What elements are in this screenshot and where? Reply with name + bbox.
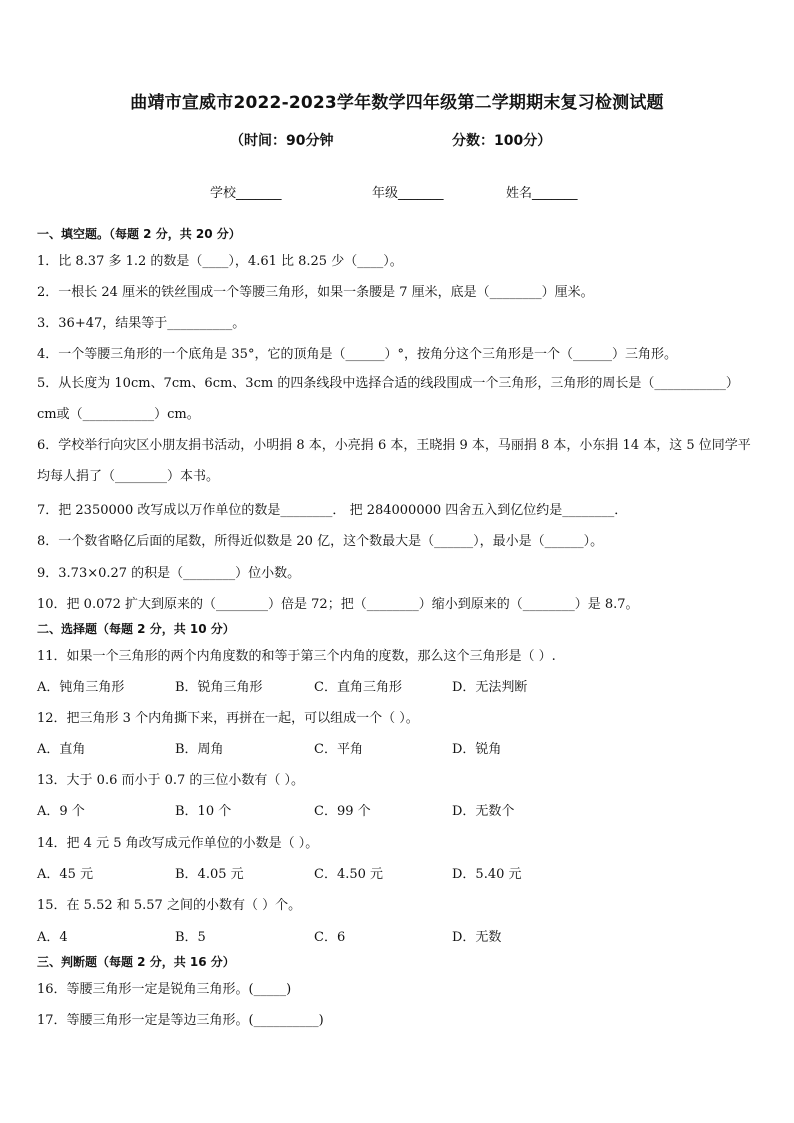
question-11-option-d: D．无法判断 [452, 680, 528, 695]
question-13-option-a: A．9 个 [37, 804, 85, 819]
exam-score: 分数：100分） [452, 133, 552, 149]
page-title: 曲靖市宣威市2022-2023学年数学四年级第二学期期末复习检测试题 [130, 93, 664, 113]
question-4: 4．一个等腰三角形的一个底角是 35°，它的顶角是（______）°，按角分这个三角形是一个（______）三角形。 [37, 347, 677, 362]
question-11-option-b: B．锐角三角形 [175, 680, 263, 695]
school-field: 学校_______ [210, 186, 282, 201]
question-12-option-a: A．直角 [37, 742, 86, 757]
question-13-option-c: C．99 个 [314, 804, 371, 819]
question-6: 6．学校举行向灾区小朋友捐书活动，小明捐 8 本，小亮捐 6 本，王晓捐 9 本，马丽捐 8 本，小东捐 14 本，这 5 位同学平均每人捐了（________）本书。 [37, 438, 751, 484]
question-12-option-d: D．锐角 [452, 742, 502, 757]
question-12-option-c: C．平角 [314, 742, 363, 757]
question-13-option-d: D．无数个 [452, 804, 515, 819]
question-11-option-a: A．钝角三角形 [37, 680, 125, 695]
section-choice-heading: 二、选择题（每题 2 分，共 10 分） [37, 622, 235, 636]
question-15-option-c: C．6 [314, 930, 346, 945]
question-8: 8．一个数省略亿后面的尾数，所得近似数是 20 亿，这个数最大是（______），最小是（______）。 [37, 534, 604, 549]
question-12-option-b: B．周角 [175, 742, 224, 757]
question-14-option-d: D．5.40 元 [452, 867, 522, 882]
question-14-option-c: C．4.50 元 [314, 867, 384, 882]
question-15-option-b: B．5 [175, 930, 206, 945]
question-11: 11．如果一个三角形的两个内角度数的和等于第三个内角的度数，那么这个三角形是（ ）. [37, 649, 556, 664]
question-5: 5．从长度为 10cm、7cm、6cm、3cm 的四条线段中选择合适的线段围成一个三角形，三角形的周长是（___________）cm或（___________）cm。 [37, 376, 739, 422]
question-14: 14．把 4 元 5 角改写成元作单位的小数是（ ）。 [37, 836, 319, 851]
question-14-option-a: A．45 元 [37, 867, 94, 882]
exam-time: （时间：90分钟 [230, 133, 334, 149]
question-11-option-c: C．直角三角形 [314, 680, 402, 695]
question-1: 1．比 8.37 多 1.2 的数是（____），4.61 比 8.25 少（____）。 [37, 254, 403, 269]
question-3: 3．36+47，结果等于__________。 [37, 316, 246, 331]
question-13: 13．大于 0.6 而小于 0.7 的三位小数有（ ）。 [37, 773, 305, 788]
name-field: 姓名_______ [506, 186, 578, 201]
question-17: 17．等腰三角形一定是等边三角形。(__________) [37, 1013, 324, 1028]
question-14-option-b: B．4.05 元 [175, 867, 244, 882]
question-10: 10．把 0.072 扩大到原来的（________）倍是 72；把（________）缩小到原来的（________）是 8.7。 [37, 597, 639, 612]
question-7: 7．把 2350000 改写成以万作单位的数是________． 把 284000000 四舍五入到亿位约是________． [37, 503, 628, 518]
question-16: 16．等腰三角形一定是锐角三角形。(_____) [37, 982, 292, 997]
section-fill-heading: 一、填空题。（每题 2 分，共 20 分） [37, 227, 241, 241]
question-9: 9．3.73×0.27 的积是（________）位小数。 [37, 566, 301, 581]
section-judge-heading: 三、判断题（每题 2 分，共 16 分） [37, 955, 235, 969]
question-12: 12．把三角形 3 个内角撕下来，再拼在一起，可以组成一个（ ）。 [37, 711, 419, 726]
question-15-option-a: A．4 [37, 930, 68, 945]
question-15-option-d: D．无数 [452, 930, 502, 945]
question-2: 2．一根长 24 厘米的铁丝围成一个等腰三角形，如果一条腰是 7 厘米，底是（________）厘米。 [37, 285, 594, 300]
question-15: 15．在 5.52 和 5.57 之间的小数有（ ）个。 [37, 898, 302, 913]
grade-field: 年级_______ [372, 186, 444, 201]
question-13-option-b: B．10 个 [175, 804, 232, 819]
